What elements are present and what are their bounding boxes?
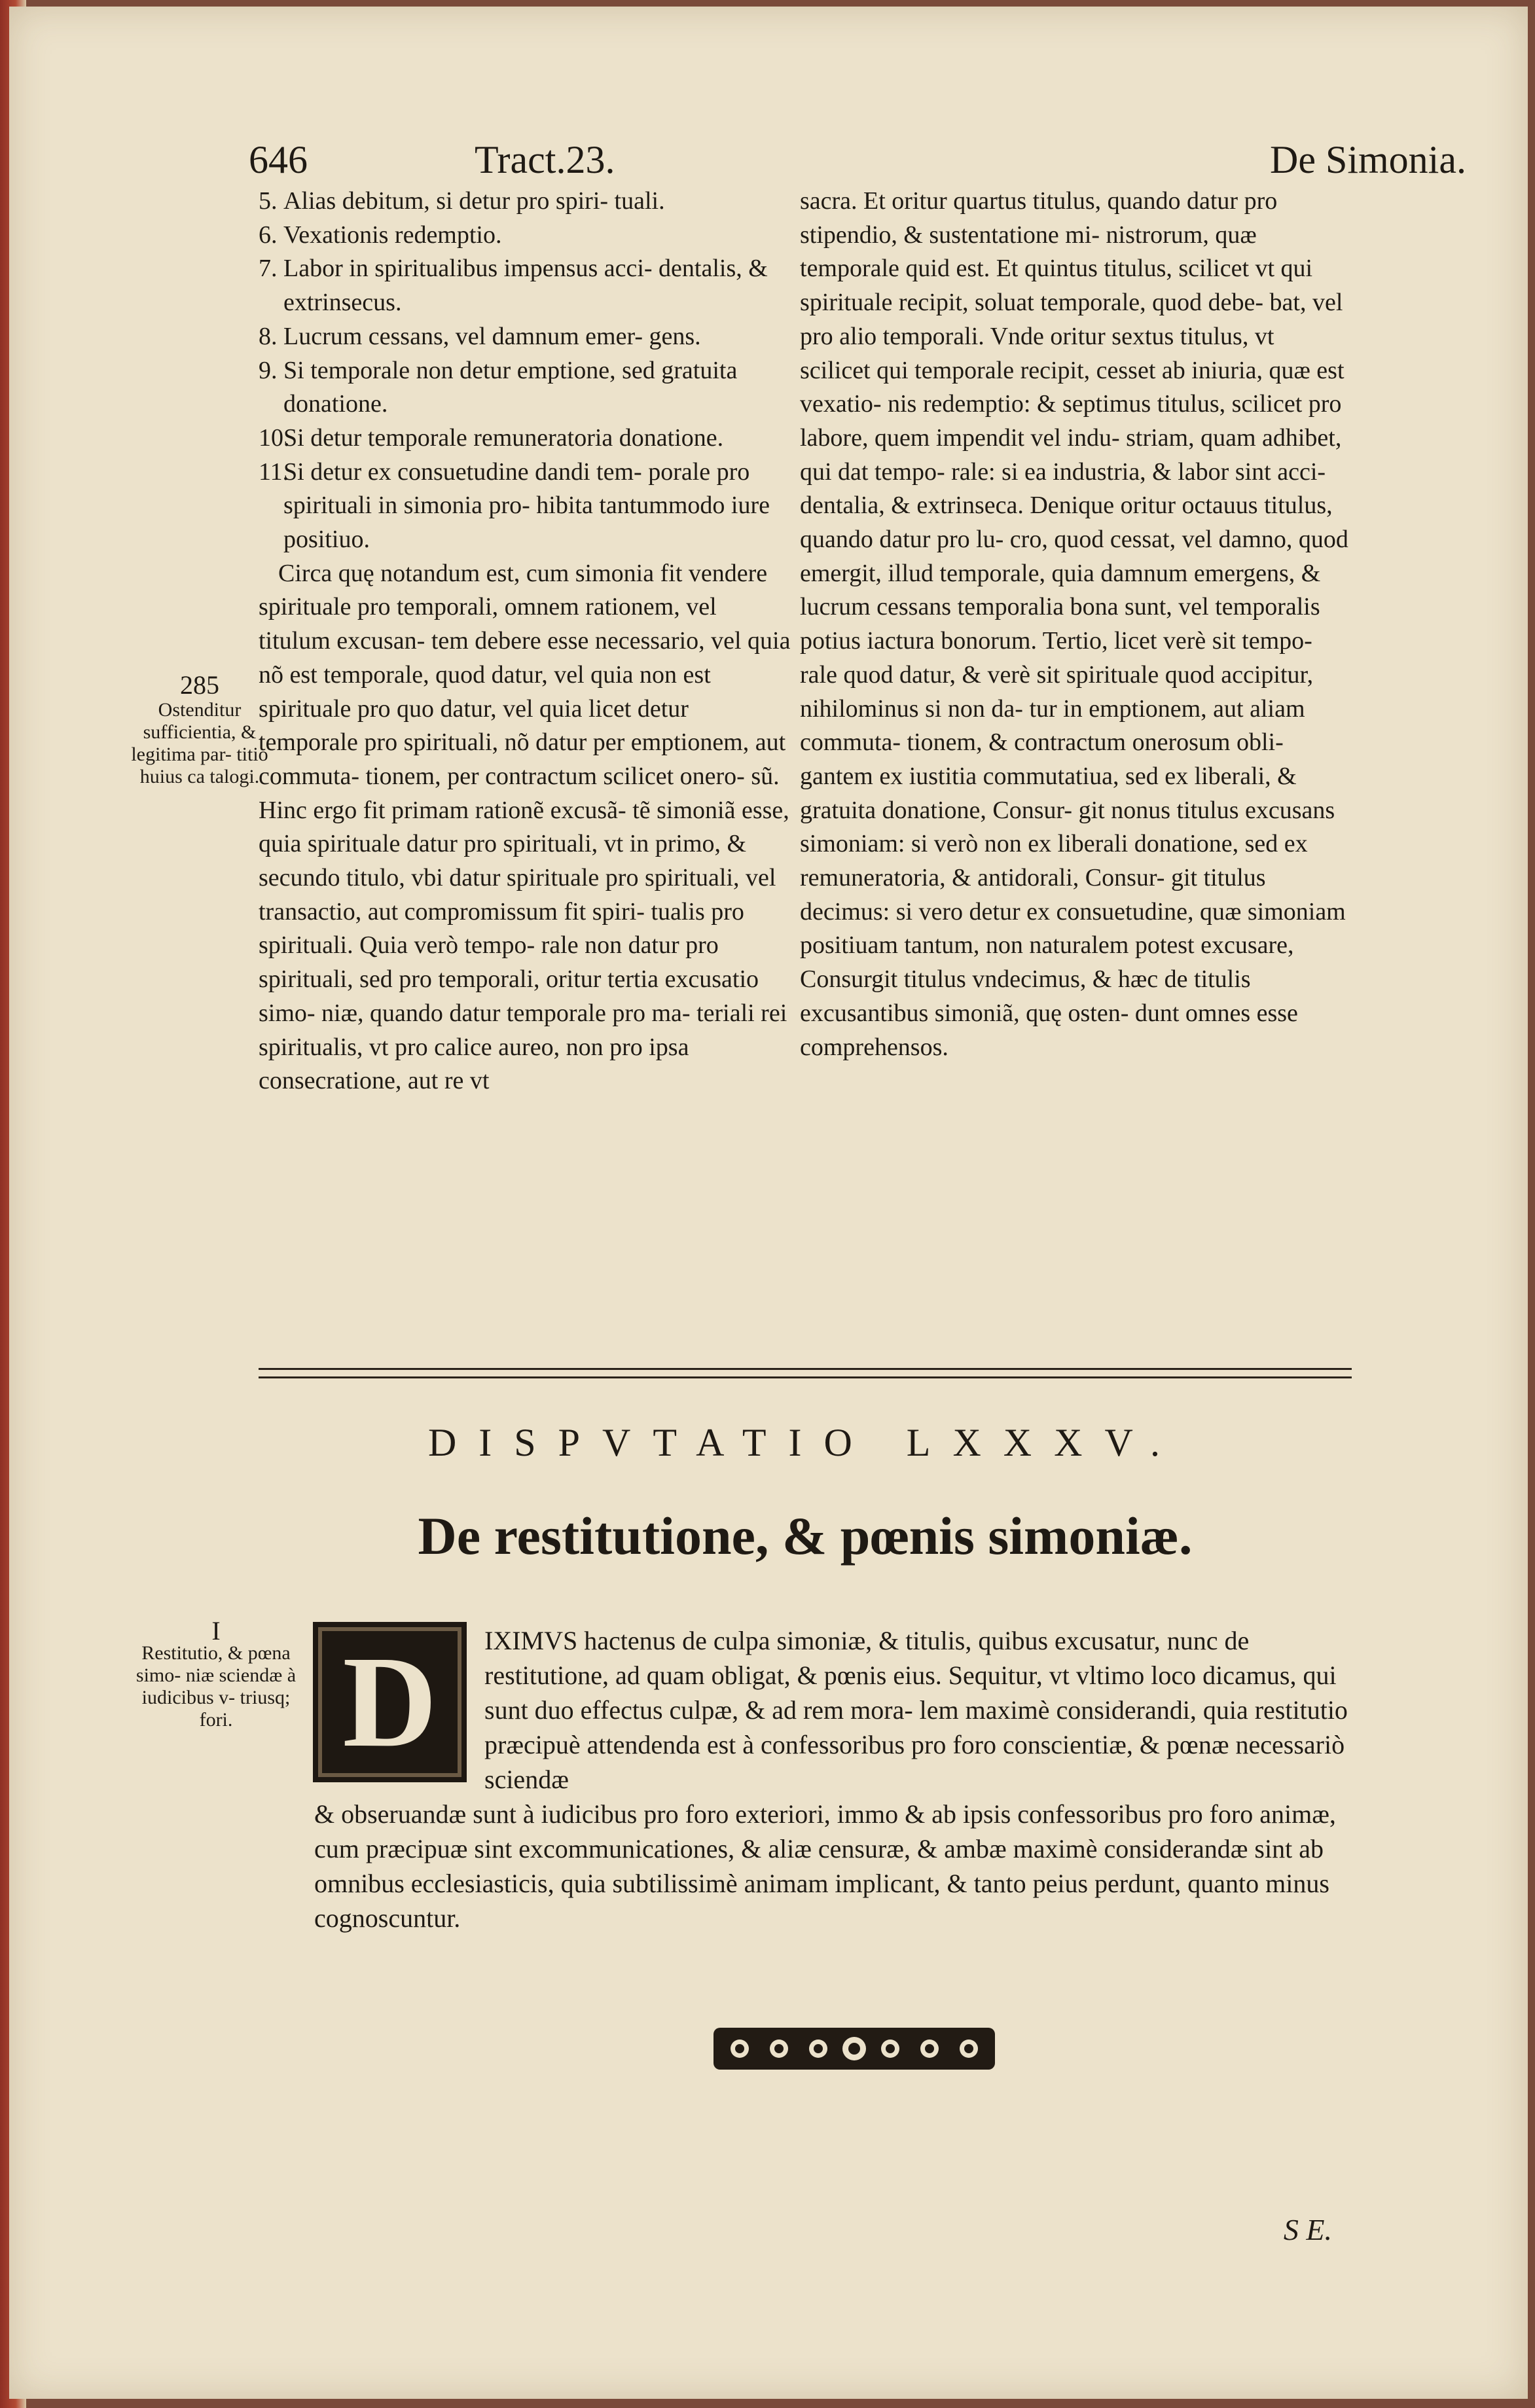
- margin-note-number: I: [211, 1616, 221, 1645]
- item-number: 5.: [259, 187, 278, 215]
- item-text: Si detur temporale remuneratoria donatione.: [283, 423, 724, 452]
- margin-note-285: [128, 670, 272, 788]
- item-number: 9.: [259, 356, 278, 384]
- disputation-heading: DISPVTATIO LXXXV.: [427, 1421, 1183, 1464]
- item-number: 10.: [259, 423, 290, 452]
- item-text: Si detur ex consuetudine dandi tem- porale pro spirituali in simonia pro- hibita tantummodo iure positiuo.: [283, 458, 770, 554]
- running-title: De Simonia.: [1270, 138, 1466, 181]
- body-paragraph: sacra. Et oritur quartus titulus, quando datur pro stipendio, & sustentatione mi- nistrorum, quæ temporale quid est. Et quintus titulus, scilicet vt qui spirituale recipit, soluat temporale, quod debe- bat, vel pro alio temporali. Vnde oritur sextus titulus, vt scilicet qui temporale recipit, cesset ab iniuria, quæ est vexatio- nis redemptio: & septimus titulus, scilicet pro labore, quem impendit vel indu- striam, quam adhibet, qui dat tempo- rale: si ea industria, & labor sint acci- dentalia, & extrinseca. Denique oritur octauus titulus, quando datur pro lu- cro, quod cessat, vel damno, quod emergit, illud temporale, quia damnum emergens, & lucrum cessans temporalia bona sunt, vel temporalis potius iactura bonorum. Tertio, licet verè sit tempo- rale quod datur, & verè sit spirituale quod accipitur, nihilominus si non da- tur in emptionem, aut aliam commuta- tionem, & contractum onerosum obli- gantem ex iustitia commutatiua, sed ex liberali, & gratuita donatione, Consur- git nonus titulus excusans simoniam: si verò non ex liberali donatione, sed ex remuneratoria, & antidorali, Consur- git titulus decimus: si vero detur ex consuetudine, quæ simoniam positiuam tantum, non naturalem potest excusare, Consurgit titulus vndecimus, & hæc de titulis excusantibus simoniã, quę osten- dunt omnes esse comprehensos.: [800, 187, 1348, 1061]
- continuation-paragraph: [314, 1797, 1355, 1935]
- item-text: Labor in spiritualibus impensus acci- dentalis, & extrinsecus.: [283, 255, 768, 317]
- list-item: [259, 185, 792, 219]
- margin-note-text: Restitutio, & pœna simo- niæ sciendæ à iudicibus v- triusq; fori.: [135, 1642, 297, 1731]
- list-item: [259, 320, 792, 354]
- item-text: Si temporale non detur emptione, sed gratuita donatione.: [283, 356, 738, 418]
- margin-note-text: Ostenditur sufficientia, & legitima par- titio huius ca talogi.: [131, 699, 268, 787]
- item-text: Vexationis redemptio.: [283, 221, 502, 249]
- item-text: Lucrum cessans, vel damnum emer- gens.: [283, 322, 701, 350]
- opening-lines: IXIMVS hactenus de culpa simoniæ, & titulis, quibus excusatur, nunc de restitutione, ad quam obligat, & pœnis eius. Sequitur, vt vltimo loco dicamus, qui sunt duo effectus culpæ, & ad rem mora- lem maximè considerandi, quia restitutio præcipuè attendenda est à confessoribus pro foro conscientiæ, & pœnæ necessariò sciendæ: [484, 1626, 1348, 1794]
- margin-note-1: [124, 1616, 308, 1731]
- list-item: [259, 422, 792, 456]
- disputation-subtitle: De restitutione, & pœnis simoniæ.: [418, 1506, 1193, 1566]
- item-text: Alias debitum, si detur pro spiri- tuali.: [283, 187, 665, 215]
- list-item: [259, 252, 792, 319]
- ornamental-dropcap: D: [313, 1622, 467, 1782]
- item-number: 8.: [259, 322, 278, 350]
- item-number: 6.: [259, 221, 278, 249]
- tract-label: Tract.23.: [475, 138, 615, 181]
- opening-paragraph: [484, 1623, 1355, 1797]
- continuation-lines: & obseruandæ sunt à iudicibus pro foro exteriori, immo & ab ipsis confessoribus pro foro animæ, cum præcipuæ sint excommunicationes, & aliæ censuræ, & ambæ maximè considerandæ sint ab omnibus ecclesiasticis, quia subtilissimè animam implicant, & tanto peius perdunt, quanto minus cognoscuntur.: [314, 1799, 1336, 1933]
- list-item: [259, 219, 792, 253]
- running-head: [249, 137, 1466, 190]
- body-paragraph: Circa quę notandum est, cum simonia fit vendere spirituale pro temporali, omnem rationem, vel titulum excusan- tem debere esse necessario, vel quia nõ est temporale, quod datur, vel quia non est spirituale pro quo datur, vel quia licet detur temporale pro spirituali, nõ datur per emptionem, aut commuta- tionem, per contractum scilicet onero- sũ. Hinc ergo fit primam rationẽ excusã- tẽ simoniã esse, quia spirituale datur pro spirituali, vt in primo, & secundo titulo, vbi datur spirituale pro spirituali, vel transactio, aut compromissum fit spiri- tualis pro spirituali. Quia verò tempo- rale non datur pro spirituali, sed pro temporali, oritur tertia excusatio simo- niæ, quando datur temporale pro ma- teriali rei spiritualis, vt pro calice aureo, non pro ipsa consecratione, aut re vt: [259, 559, 791, 1095]
- list-item: [259, 354, 792, 422]
- item-number: 7.: [259, 255, 278, 283]
- margin-note-number: 285: [180, 670, 219, 700]
- section-divider-rule: [259, 1368, 1352, 1378]
- list-item: [259, 456, 792, 557]
- item-number: 11.: [259, 458, 289, 486]
- page-number: 646: [249, 138, 308, 181]
- right-column: [800, 185, 1350, 1064]
- printer-ornament-icon: [713, 2022, 995, 2075]
- catchword: S E.: [1283, 2213, 1332, 2246]
- left-column: [259, 185, 792, 1098]
